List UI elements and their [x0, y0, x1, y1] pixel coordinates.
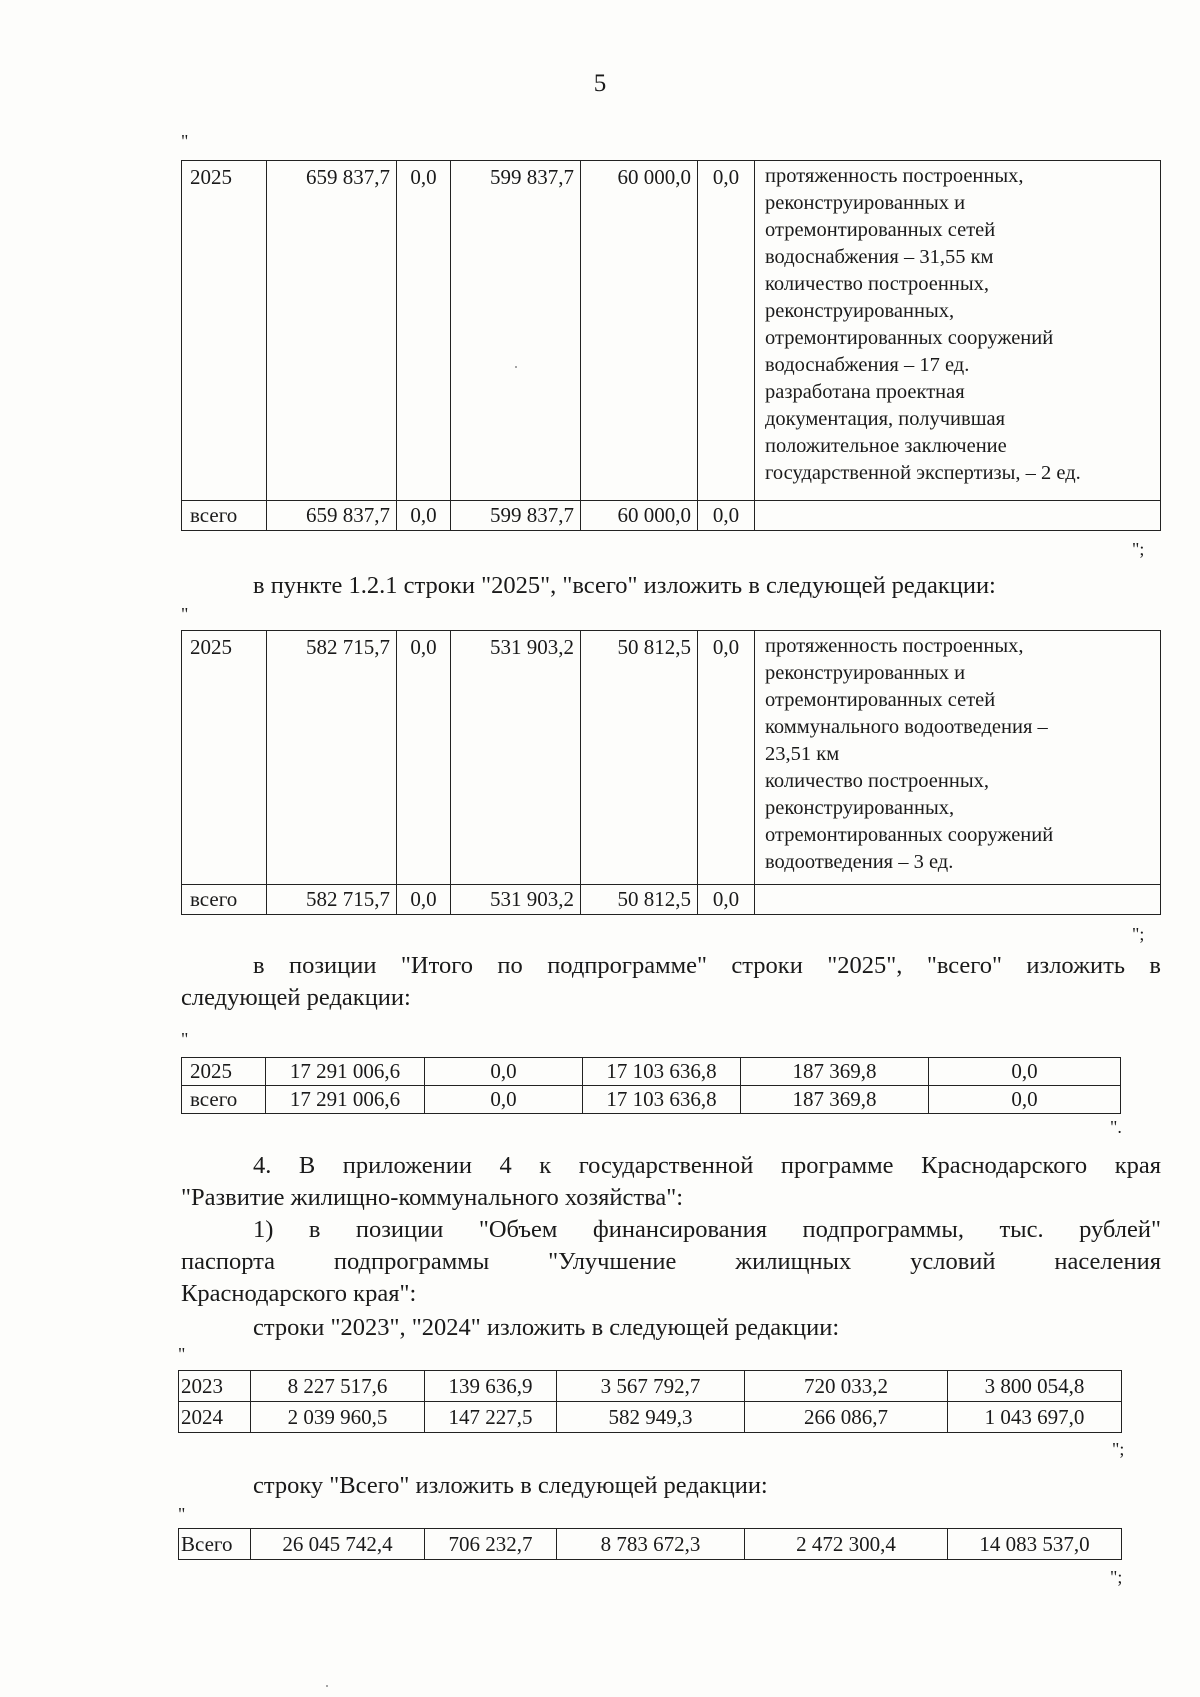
cell-value: 3 800 054,8 — [948, 1371, 1122, 1402]
cell-value: 599 837,7 — [451, 161, 581, 501]
cell-total: 2 039 960,5 — [251, 1402, 425, 1433]
paragraph-instruction: строку "Всего" изложить в следующей редакции: — [253, 1472, 768, 1499]
cell-value: 139 636,9 — [425, 1371, 557, 1402]
indicator-line: реконструированных и — [765, 662, 966, 684]
cell-value: 60 000,0 — [581, 501, 698, 531]
indicator-line: реконструированных, — [765, 300, 955, 322]
cell-indicators — [755, 631, 1161, 885]
opening-quote: " — [181, 604, 189, 624]
indicator-line: документация, получившая — [765, 408, 1006, 430]
table-financing-total — [178, 1528, 1122, 1560]
cell-indicators — [755, 161, 1161, 501]
indicator-line: разработана проектная — [765, 381, 965, 403]
cell-value: 0,0 — [929, 1086, 1121, 1114]
indicator-line: отремонтированных сетей — [765, 219, 996, 241]
indicator-line: реконструированных и — [765, 192, 966, 214]
table-row — [182, 885, 1161, 915]
indicator-line: водоотведения – 3 ед. — [765, 851, 954, 873]
cell-value: 0,0 — [698, 501, 755, 531]
cell-empty — [755, 501, 1161, 531]
paragraph-instruction: строки "2023", "2024" изложить в следующей редакции: — [253, 1314, 840, 1341]
cell-year: 2025 — [182, 161, 267, 501]
cell-value: 720 033,2 — [745, 1371, 948, 1402]
indicator-line: протяженность построенных, — [765, 635, 1024, 657]
indicator-line: протяженность построенных, — [765, 165, 1024, 187]
closing-quote: "; — [1132, 924, 1145, 944]
paragraph-instruction: в пункте 1.2.1 строки "2025", "всего" изложить в следующей редакции: — [253, 572, 996, 599]
indicator-line: государственной экспертизы, – 2 ед. — [765, 462, 1081, 484]
table-water-disposal-2025 — [181, 630, 1161, 915]
paragraph-item-1-cont: паспорта подпрограммы "Улучшение жилищных условий населения — [181, 1248, 1161, 1275]
table-row — [182, 161, 1161, 501]
indicator-line: водоснабжения – 31,55 км — [765, 246, 994, 268]
cell-value: 0,0 — [698, 885, 755, 915]
cell-year: 2025 — [182, 631, 267, 885]
table-row — [179, 1529, 1122, 1560]
indicator-line: водоснабжения – 17 ед. — [765, 354, 970, 376]
indicator-line: положительное заключение — [765, 435, 1007, 457]
cell-value: 187 369,8 — [741, 1058, 929, 1086]
paragraph-instruction-cont: следующей редакции: — [181, 984, 411, 1011]
indicator-line: коммунального водоотведения – — [765, 716, 1048, 738]
cell-value: 17 103 636,8 — [583, 1086, 741, 1114]
cell-label: всего — [182, 1086, 266, 1114]
opening-quote: " — [181, 131, 189, 151]
cell-empty — [755, 885, 1161, 915]
cell-value: 0,0 — [397, 631, 451, 885]
cell-label: Всего — [179, 1529, 251, 1560]
cell-value: 14 083 537,0 — [948, 1529, 1122, 1560]
cell-total: 582 715,7 — [267, 631, 397, 885]
cell-value: 599 837,7 — [451, 501, 581, 531]
cell-value: 531 903,2 — [451, 631, 581, 885]
closing-quote: ". — [1110, 1117, 1122, 1137]
page-number: 5 — [593, 70, 607, 97]
table-water-supply-2025 — [181, 160, 1161, 531]
indicator-line: количество построенных, — [765, 770, 989, 792]
cell-year: 2023 — [179, 1371, 251, 1402]
closing-quote: "; — [1110, 1567, 1123, 1587]
table-row — [182, 501, 1161, 531]
opening-quote: " — [178, 1344, 186, 1364]
cell-value: 50 812,5 — [581, 631, 698, 885]
cell-value: 266 086,7 — [745, 1402, 948, 1433]
paragraph-item-1-cont: Краснодарского края": — [181, 1280, 417, 1307]
cell-value: 17 103 636,8 — [583, 1058, 741, 1086]
cell-value: 3 567 792,7 — [557, 1371, 745, 1402]
closing-quote: "; — [1112, 1439, 1125, 1459]
paragraph-section-4-cont: "Развитие жилищно-коммунального хозяйства": — [181, 1184, 684, 1211]
scan-speck — [326, 1685, 328, 1687]
scan-speck — [515, 366, 517, 368]
cell-year: 2024 — [179, 1402, 251, 1433]
table-row — [179, 1371, 1122, 1402]
opening-quote: " — [178, 1504, 186, 1524]
table-row — [182, 1086, 1121, 1114]
indicator-line: количество построенных, — [765, 273, 989, 295]
cell-value: 0,0 — [929, 1058, 1121, 1086]
closing-quote: "; — [1132, 539, 1145, 559]
cell-value: 706 232,7 — [425, 1529, 557, 1560]
paragraph-section-4: 4. В приложении 4 к государственной программе Краснодарского края — [253, 1152, 1161, 1179]
cell-total: 659 837,7 — [267, 501, 397, 531]
cell-value: 0,0 — [397, 501, 451, 531]
cell-value: 531 903,2 — [451, 885, 581, 915]
cell-label: всего — [182, 501, 267, 531]
indicator-line: отремонтированных сетей — [765, 689, 996, 711]
cell-value: 0,0 — [425, 1058, 583, 1086]
cell-year: 2025 — [182, 1058, 266, 1086]
opening-quote: " — [181, 1029, 189, 1049]
cell-total: 659 837,7 — [267, 161, 397, 501]
cell-value: 1 043 697,0 — [948, 1402, 1122, 1433]
cell-label: всего — [182, 885, 267, 915]
cell-value: 187 369,8 — [741, 1086, 929, 1114]
cell-value: 0,0 — [698, 161, 755, 501]
table-financing-2023-2024 — [178, 1370, 1122, 1433]
indicator-line: 23,51 км — [765, 743, 840, 765]
cell-value: 50 812,5 — [581, 885, 698, 915]
cell-total: 582 715,7 — [267, 885, 397, 915]
cell-value: 0,0 — [397, 161, 451, 501]
cell-value: 147 227,5 — [425, 1402, 557, 1433]
cell-value: 0,0 — [698, 631, 755, 885]
cell-value: 0,0 — [425, 1086, 583, 1114]
paragraph-item-1: 1) в позиции "Объем финансирования подпрограммы, тыс. рублей" — [253, 1216, 1161, 1243]
table-row — [179, 1402, 1122, 1433]
table-subprogram-total — [181, 1057, 1121, 1114]
cell-total: 17 291 006,6 — [266, 1058, 425, 1086]
table-row — [182, 1058, 1121, 1086]
cell-value: 0,0 — [397, 885, 451, 915]
cell-value: 2 472 300,4 — [745, 1529, 948, 1560]
indicator-line: отремонтированных сооружений — [765, 824, 1054, 846]
cell-total: 8 227 517,6 — [251, 1371, 425, 1402]
indicator-line: реконструированных, — [765, 797, 955, 819]
cell-value: 60 000,0 — [581, 161, 698, 501]
cell-value: 582 949,3 — [557, 1402, 745, 1433]
cell-total: 17 291 006,6 — [266, 1086, 425, 1114]
indicator-line: отремонтированных сооружений — [765, 327, 1054, 349]
table-row — [182, 631, 1161, 885]
paragraph-instruction: в позиции "Итого по подпрограмме" строки "2025", "всего" изложить в — [253, 952, 1161, 979]
cell-value: 8 783 672,3 — [557, 1529, 745, 1560]
cell-total: 26 045 742,4 — [251, 1529, 425, 1560]
